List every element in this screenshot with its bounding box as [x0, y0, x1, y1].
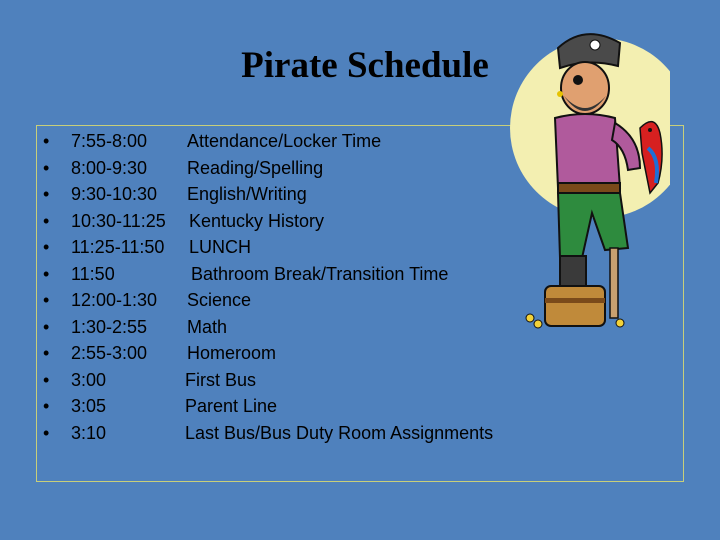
bullet-icon: • — [43, 396, 50, 416]
bullet-icon: • — [43, 290, 50, 310]
bullet-icon: • — [43, 210, 50, 231]
schedule-time: 3:10 — [71, 422, 107, 443]
schedule-activity: Science — [187, 290, 252, 310]
coin-icon — [534, 320, 542, 328]
bullet-icon: • — [43, 343, 50, 363]
schedule-activity: English/Writing — [187, 184, 307, 204]
schedule-time: 11:25-11:50 — [71, 237, 165, 257]
bullet-icon: • — [43, 369, 50, 390]
peg-leg — [610, 248, 618, 318]
pirate-head — [561, 62, 609, 114]
treasure-chest — [545, 286, 605, 326]
schedule-activity: Bathroom Break/Transition Time — [191, 263, 449, 284]
pirate-shirt — [555, 114, 620, 188]
schedule-activity: Math — [187, 316, 228, 337]
schedule-activity: Parent Line — [185, 396, 278, 416]
pirate-illustration — [500, 18, 670, 348]
schedule-time: 7:55-8:00 — [71, 131, 148, 151]
schedule-time: 11:50 — [71, 263, 115, 284]
coin-icon — [526, 314, 534, 322]
schedule-time: 10:30-11:25 — [71, 210, 166, 231]
pirate-boot — [560, 256, 586, 286]
schedule-time: 2:55-3:00 — [71, 343, 148, 363]
schedule-activity: First Bus — [185, 369, 257, 390]
bullet-icon: • — [43, 157, 50, 178]
pirate-belt — [558, 183, 620, 193]
schedule-time: 3:00 — [71, 369, 107, 390]
schedule-activity: Attendance/Locker Time — [187, 131, 382, 151]
schedule-time: 12:00-1:30 — [71, 290, 158, 310]
schedule-time: 3:05 — [71, 396, 107, 416]
bullet-icon: • — [43, 131, 50, 151]
bullet-icon: • — [43, 422, 50, 443]
schedule-activity: Kentucky History — [189, 210, 325, 231]
bullet-icon: • — [43, 263, 50, 284]
coin-icon — [616, 319, 624, 327]
earring-icon — [557, 91, 563, 97]
schedule-activity: Last Bus/Bus Duty Room Assignments — [185, 422, 494, 443]
schedule-time: 1:30-2:55 — [71, 316, 148, 337]
schedule-activity: Homeroom — [187, 343, 277, 363]
bullet-icon: • — [43, 184, 50, 204]
skull-icon — [590, 40, 600, 50]
bullet-icon: • — [43, 237, 50, 257]
schedule-time: 9:30-10:30 — [71, 184, 158, 204]
bullet-icon: • — [43, 316, 50, 337]
schedule-activity: Reading/Spelling — [187, 157, 324, 178]
schedule-time: 8:00-9:30 — [71, 157, 148, 178]
eye-patch-icon — [573, 75, 583, 85]
schedule-activity: LUNCH — [189, 237, 252, 257]
slide-title: Pirate Schedule — [241, 45, 489, 86]
